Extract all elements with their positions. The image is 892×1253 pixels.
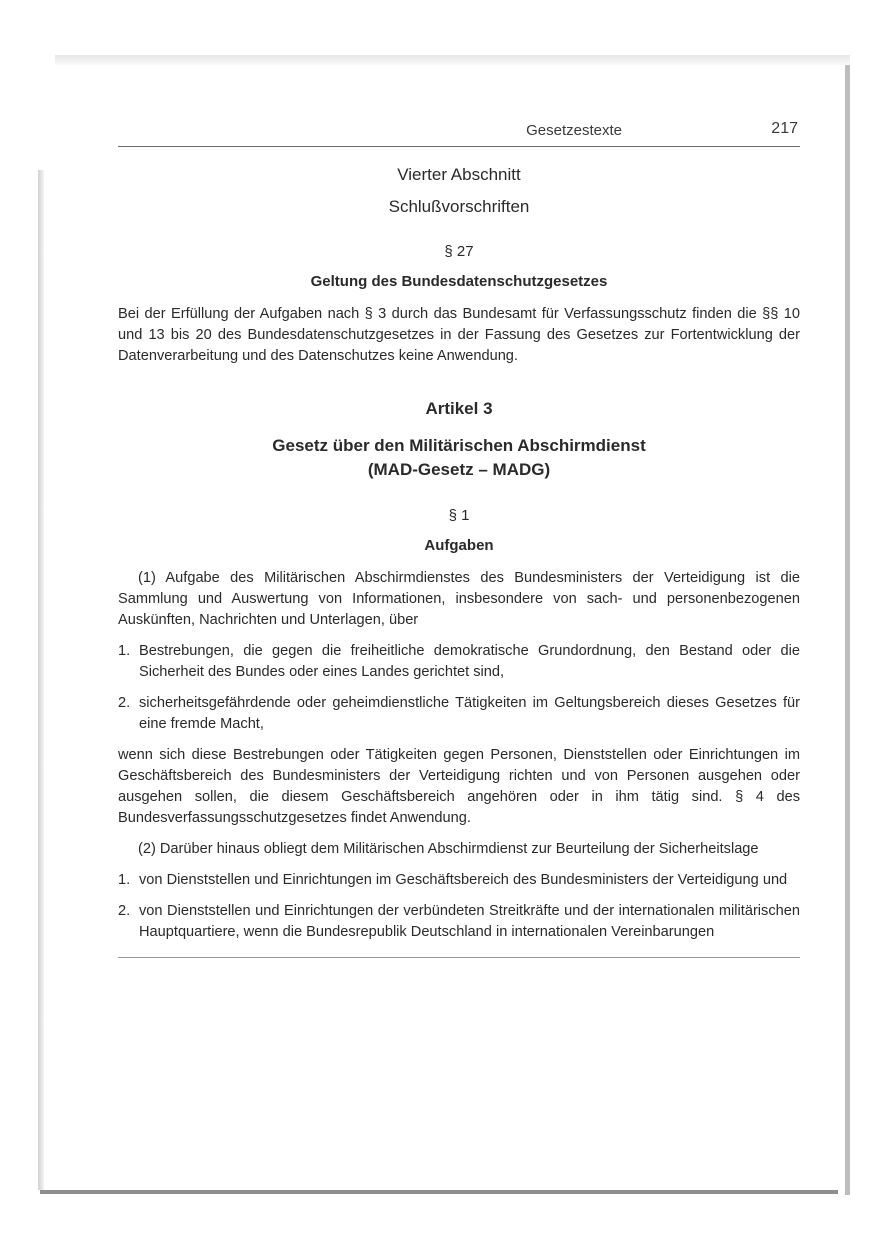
running-title: Gesetzestexte (526, 122, 622, 139)
page-number: 217 (771, 120, 798, 137)
subsection-1-continuation: wenn sich diese Bestrebungen oder Tätigkeiten gegen Personen, Dienststellen oder Einrichtungen im Geschäftsbereich des Bundesministers der Verteidigung richten und von Personen ausgehen oder ausgehen sollen, die diesem Geschäftsbereich angehören oder in ihm tätig sind. § 4 des Bundesverfassungsschutzgesetzes findet Anwendung. (118, 747, 800, 826)
footer-rule (118, 957, 800, 958)
list-item (118, 641, 800, 683)
paragraph-1-subsection-1: (1) Aufgabe des Militärischen Abschirmdienstes des Bundesministers der Verteidigung ist die Sammlung und Auswertung von Informationen, insbesondere von sach- und personenbezogenen Auskünften, Nachrichten und Unterlagen, über (118, 570, 800, 628)
article-title (118, 434, 800, 482)
scan-edge-left (38, 170, 44, 1190)
list-item-text: von Dienststellen und Einrichtungen der verbündeten Streitkräfte und der internationalen militärischen Hauptquartiere, wenn die Bundesrepublik Deutschland in internationalen Vereinbarungen (139, 903, 800, 940)
paragraph-1-heading: Aufgaben (424, 537, 494, 554)
list-item (118, 901, 800, 943)
running-head (118, 118, 800, 144)
list-item (118, 693, 800, 735)
list-number: 1. (118, 643, 131, 659)
list-item-text: Bestrebungen, die gegen die freiheitliche demokratische Grundordnung, den Bestand oder die Sicherheit des Bundes oder eines Landes gerichtet sind, (139, 643, 800, 680)
section-label: Vierter Abschnitt (397, 165, 521, 184)
list-number: 1. (118, 872, 131, 888)
list-item-text: von Dienststellen und Einrichtungen im Geschäftsbereich des Bundesministers der Verteidigung und (139, 872, 788, 888)
list-item (118, 870, 800, 891)
header-rule (118, 146, 800, 147)
list-number: 2. (118, 903, 131, 919)
scan-edge-right (845, 65, 850, 1195)
section-title: Schlußvorschriften (388, 197, 530, 216)
article-title-line-2: (MAD-Gesetz – MADG) (367, 460, 551, 479)
paragraph-27-text: Bei der Erfüllung der Aufgaben nach § 3 durch das Bundesamt für Verfassungsschutz finden die §§ 10 und 13 bis 20 des Bundesdatenschutzgesetzes in der Fassung des Gesetzes zur Fortentwicklung der Datenverarbeitung und des Datenschutzes keine Anwendung. (118, 306, 800, 364)
document-page (118, 118, 800, 958)
list-number: 2. (118, 695, 131, 711)
scan-edge-bottom (40, 1190, 838, 1194)
paragraph-1-subsection-2: (2) Darüber hinaus obliegt dem Militärischen Abschirmdienst zur Beurteilung der Sicherheitslage (138, 841, 759, 857)
subsection-2-list (118, 870, 800, 943)
paragraph-27-heading: Geltung des Bundesdatenschutzgesetzes (310, 273, 608, 290)
article-title-line-1: Gesetz über den Militärischen Abschirmdienst (272, 436, 646, 455)
subsection-1-list (118, 641, 800, 735)
paragraph-27-sign: § 27 (444, 243, 474, 260)
article-label: Artikel 3 (425, 399, 493, 418)
paragraph-1-sign: § 1 (448, 507, 470, 524)
list-item-text: sicherheitsgefährdende oder geheimdienstliche Tätigkeiten im Geltungsbereich dieses Gesetzes für eine fremde Macht, (139, 695, 800, 732)
scan-edge-top (55, 55, 850, 65)
